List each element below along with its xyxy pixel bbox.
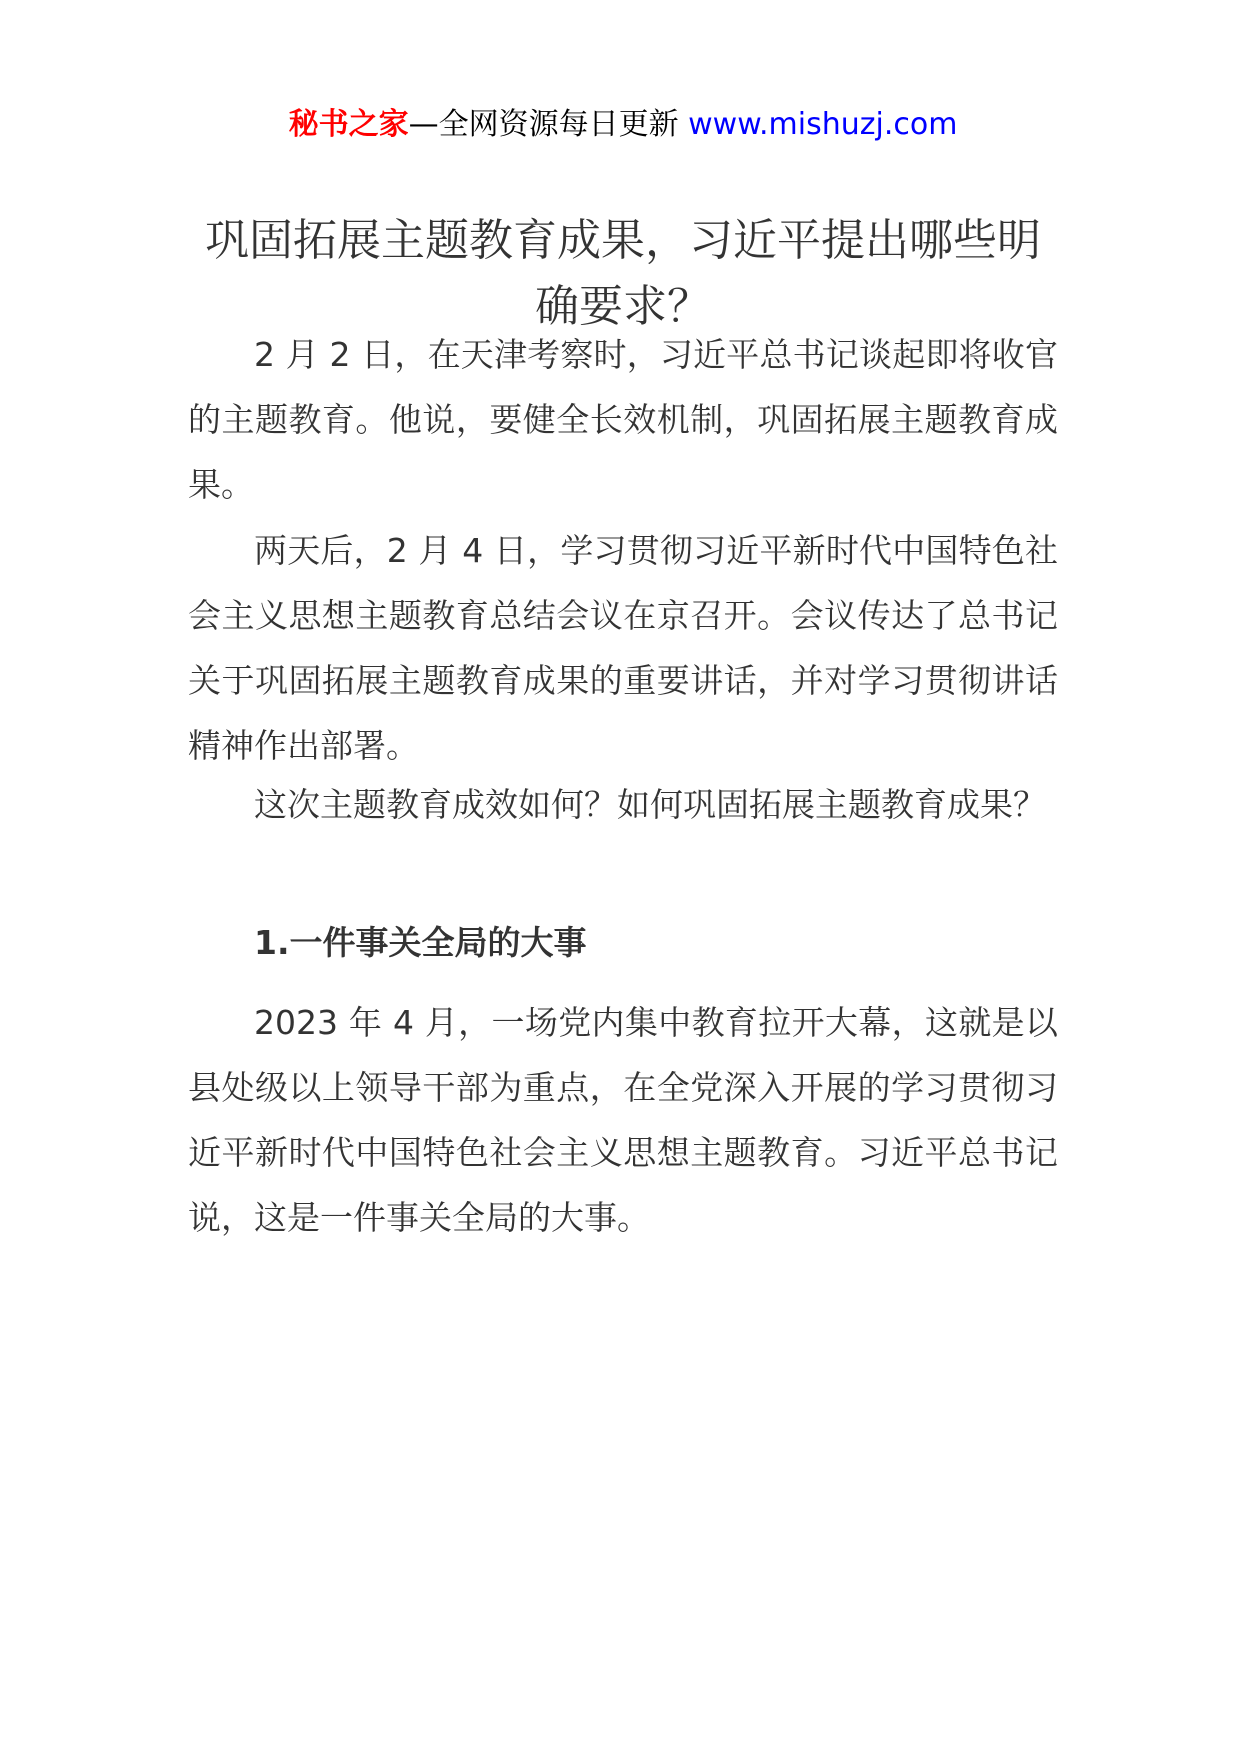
article-title: 巩固拓展主题教育成果，习近平提出哪些明确要求？ — [205, 215, 1041, 332]
article-paragraph-3: 这次主题教育成效如何？如何巩固拓展主题教育成果？ — [254, 785, 1046, 824]
section-heading: 1.一件事关全局的大事 — [254, 923, 587, 962]
site-url-link[interactable]: www.mishuzj.com — [688, 107, 958, 142]
article-paragraph-1: 2 月 2 日，在天津考察时，习近平总书记谈起即将收官的主题教育。他说，要健全长效机制，巩固拓展主题教育成果。 — [188, 335, 1058, 504]
site-header — [188, 100, 1058, 150]
section-paragraph: 2023 年 4 月，一场党内集中教育拉开大幕，这就是以县处级以上领导干部为重点，在全党深入开展的学习贯彻习近平新时代中国特色社会主义思想主题教育。习近平总书记说，这是一件事关全局的大事。 — [188, 1003, 1058, 1237]
site-tagline: —全网资源每日更新 — [408, 107, 689, 142]
article-paragraph-2: 两天后，2 月 4 日，学习贯彻习近平新时代中国特色社会主义思想主题教育总结会议在京召开。会议传达了总书记关于巩固拓展主题教育成果的重要讲话，并对学习贯彻讲话精神作出部署。 — [188, 531, 1058, 765]
site-brand: 秘书之家 — [288, 107, 409, 142]
